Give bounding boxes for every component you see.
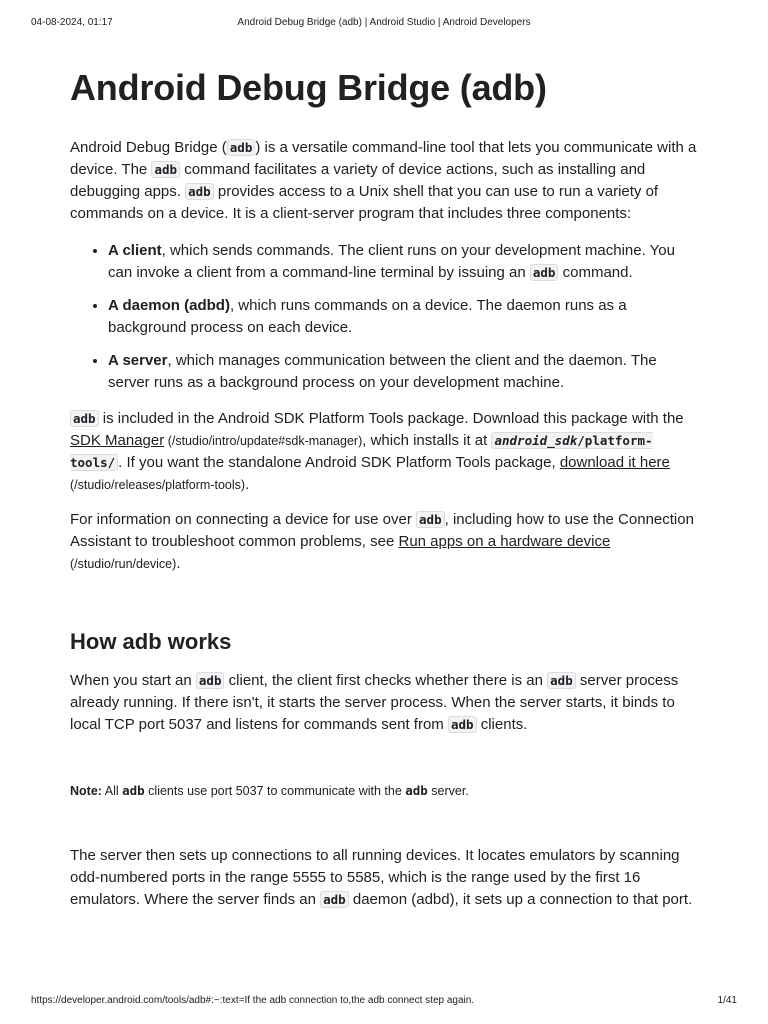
text: . — [245, 476, 250, 493]
inline-code: adb — [122, 783, 145, 798]
text: ) is a versatile command-line tool that lets you communicate with a device. The — [70, 139, 697, 178]
connecting-paragraph — [70, 509, 702, 575]
print-url: https://developer.android.com/tools/adb#:~:text=If the adb connection to,the adb connect step again. — [31, 995, 475, 1006]
text: provides access to a Unix shell that you can use to run a variety of commands on a device. It is a client-server program that includes three components: — [70, 183, 659, 222]
text: clients use port 5037 to communicate with the — [144, 784, 406, 798]
text: daemon (adbd), it sets up a connection to that port. — [348, 891, 693, 908]
text: . If you want the standalone Android SDK Platform Tools package, — [118, 454, 560, 471]
text: clients. — [476, 716, 528, 733]
inline-code: adb — [416, 511, 445, 528]
link-path: (/studio/intro/update#sdk-manager) — [164, 434, 363, 448]
text: command. — [558, 264, 633, 281]
inline-code: adb — [70, 410, 99, 427]
code-text: /platform-tools/ — [70, 433, 653, 470]
inline-code: adb — [405, 783, 428, 798]
text: , which runs commands on a device. The daemon runs as a background process on each device. — [108, 297, 627, 336]
inline-code: adb — [448, 716, 477, 733]
components-list — [70, 240, 702, 405]
list-item — [108, 240, 702, 284]
server-setup-paragraph — [70, 845, 702, 911]
intro-paragraph — [70, 137, 702, 225]
text: client, the client first checks whether there is an — [224, 672, 548, 689]
inline-code: adb — [320, 891, 349, 908]
text: command facilitates a variety of device actions, such as installing and debugging apps. — [70, 161, 646, 200]
text: Android Debug Bridge ( — [70, 139, 227, 156]
inline-code: adb — [547, 672, 576, 689]
sdk-manager-link[interactable]: SDK Manager — [70, 432, 165, 449]
note-callout — [70, 782, 702, 800]
run-apps-link[interactable]: Run apps on a hardware device — [398, 533, 611, 550]
text: , which installs it at — [362, 432, 492, 449]
text: , which manages communication between the client and the daemon. The server runs as a background process on your development machine. — [108, 352, 657, 391]
download-link[interactable]: download it here — [559, 454, 670, 471]
text: server process already running. If there isn't, it starts the server process. When the server starts, it binds to local TCP port 5037 and listens for commands sent from — [70, 672, 679, 733]
inline-code: adb — [185, 183, 214, 200]
inline-code: adb — [530, 264, 559, 281]
note-label: Note: — [70, 784, 102, 798]
code-variable: android_sdk — [494, 433, 578, 448]
list-item-term: A client — [108, 242, 162, 259]
print-datetime: 04-08-2024, 01:17 — [31, 17, 113, 28]
link-path: (/studio/run/device) — [70, 557, 177, 571]
list-item — [108, 295, 702, 339]
section-heading: How adb works — [70, 629, 232, 654]
text: server. — [427, 784, 469, 798]
inline-code: adb — [227, 139, 256, 156]
text: , including how to use the Connection Assistant to troubleshoot common problems, see — [70, 511, 694, 550]
print-page-number: 1/41 — [717, 995, 737, 1006]
inline-code: adb — [151, 161, 180, 178]
text: The server then sets up connections to all running devices. It locates emulators by scanning odd-numbered ports in the range 5555 to 5585, which is the range used by the first 16 emulators. Where the server finds an — [70, 847, 680, 908]
text: For information on connecting a device for use over — [70, 511, 417, 528]
text: . — [176, 555, 181, 572]
text: When you start an — [70, 672, 196, 689]
list-item-term: A daemon (adbd) — [108, 297, 230, 314]
list-item — [108, 350, 702, 394]
how-works-paragraph — [70, 670, 702, 736]
platform-tools-paragraph — [70, 408, 702, 496]
link-path: (/studio/releases/platform-tools) — [70, 478, 246, 492]
page-title: Android Debug Bridge (adb) — [70, 67, 547, 108]
list-item-term: A server — [108, 352, 168, 369]
text: , which sends commands. The client runs on your development machine. You can invoke a client from a command-line terminal by issuing an — [108, 242, 675, 281]
text: All — [101, 784, 123, 798]
inline-code: adb — [196, 672, 225, 689]
print-page-title: Android Debug Bridge (adb) | Android Studio | Android Developers — [237, 17, 531, 28]
text: is included in the Android SDK Platform Tools package. Download this package with the — [98, 410, 684, 427]
